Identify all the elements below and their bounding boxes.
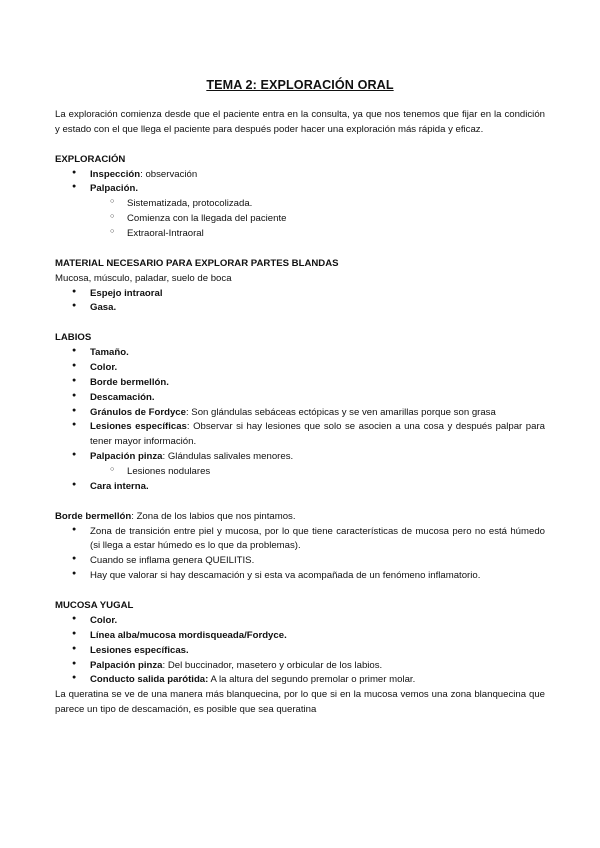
exploracion-heading: EXPLORACIÓN bbox=[55, 153, 126, 165]
list-item: ● Gasa. bbox=[55, 301, 545, 316]
labios-heading: LABIOS bbox=[55, 332, 92, 344]
list-item: ● Cuando se inflama genera QUEILITIS. bbox=[55, 554, 545, 569]
list-item: ● Borde bermellón. bbox=[55, 376, 545, 391]
list-item: ● Descamación. bbox=[55, 391, 545, 406]
labios-list bbox=[55, 346, 545, 495]
list-item: ● Cara interna. bbox=[55, 480, 545, 495]
list-item: ● Lesiones específicas. bbox=[55, 644, 545, 659]
mucosa-yugal-heading: MUCOSA YUGAL bbox=[55, 600, 134, 612]
list-item: ● Conducto salida parótida: A la altura del segundo premolar o primer molar. bbox=[55, 673, 545, 688]
list-item: ● Lesiones específicas: Observar si hay lesiones que solo se asocien a una cosa y después palpar para tener mayor información. bbox=[55, 420, 545, 450]
sub-list-item: ○ Comienza con la llegada del paciente bbox=[55, 212, 545, 227]
material-heading: MATERIAL NECESARIO PARA EXPLORAR PARTES BLANDAS bbox=[55, 257, 339, 269]
list-item: ● Espejo intraoral bbox=[55, 287, 545, 302]
material-list bbox=[55, 287, 545, 317]
closing-paragraph: La queratina se ve de una manera más blanquecina, por lo que si en la mucosa vemos una zona blanquecina que parece un tipo de descamación, es posible que sea queratina bbox=[55, 689, 545, 716]
exploracion-list bbox=[55, 168, 545, 242]
list-item: ● Palpación pinza: Glándulas salivales menores. bbox=[55, 450, 545, 465]
mucosa-list bbox=[55, 614, 545, 688]
borde-list bbox=[55, 525, 545, 584]
sub-list-item: ○ Lesiones nodulares bbox=[55, 465, 545, 480]
list-item: ● Línea alba/mucosa mordisqueada/Fordyce. bbox=[55, 629, 545, 644]
sub-list-item: ○ Sistematizada, protocolizada. bbox=[55, 197, 545, 212]
list-item: ● Palpación pinza: Del buccinador, masetero y orbicular de los labios. bbox=[55, 659, 545, 674]
document-body bbox=[55, 108, 545, 718]
list-item: ● Inspección: observación bbox=[55, 168, 545, 183]
list-item: ● Color. bbox=[55, 614, 545, 629]
list-item: ● Hay que valorar si hay descamación y si esta va acompañada de un fenómeno inflamatorio. bbox=[55, 569, 545, 584]
list-item: ● Color. bbox=[55, 361, 545, 376]
borde-bermellon-definition: Borde bermellón: Zona de los labios que nos pintamos. bbox=[55, 510, 296, 522]
material-text: Mucosa, músculo, paladar, suelo de boca bbox=[55, 272, 232, 284]
intro-paragraph: La exploración comienza desde que el paciente entra en la consulta, ya que nos tenemos que fijar en la condición y estado con el que llega el paciente para después poder hacer una exploración más rápida y eficaz. bbox=[55, 109, 545, 135]
list-item: ● Palpación. bbox=[55, 182, 545, 197]
list-item: ● Gránulos de Fordyce: Son glándulas sebáceas ectópicas y se ven amarillas porque son grasa bbox=[55, 406, 545, 421]
list-item: ● Tamaño. bbox=[55, 346, 545, 361]
sub-list-item: ○ Extraoral-Intraoral bbox=[55, 227, 545, 242]
list-item: ● Zona de transición entre piel y mucosa, por lo que tiene características de mucosa pero no está húmedo (si llega a estar húmedo es lo que da problemas). bbox=[55, 525, 545, 555]
page-title: TEMA 2: EXPLORACIÓN ORAL bbox=[206, 78, 394, 92]
